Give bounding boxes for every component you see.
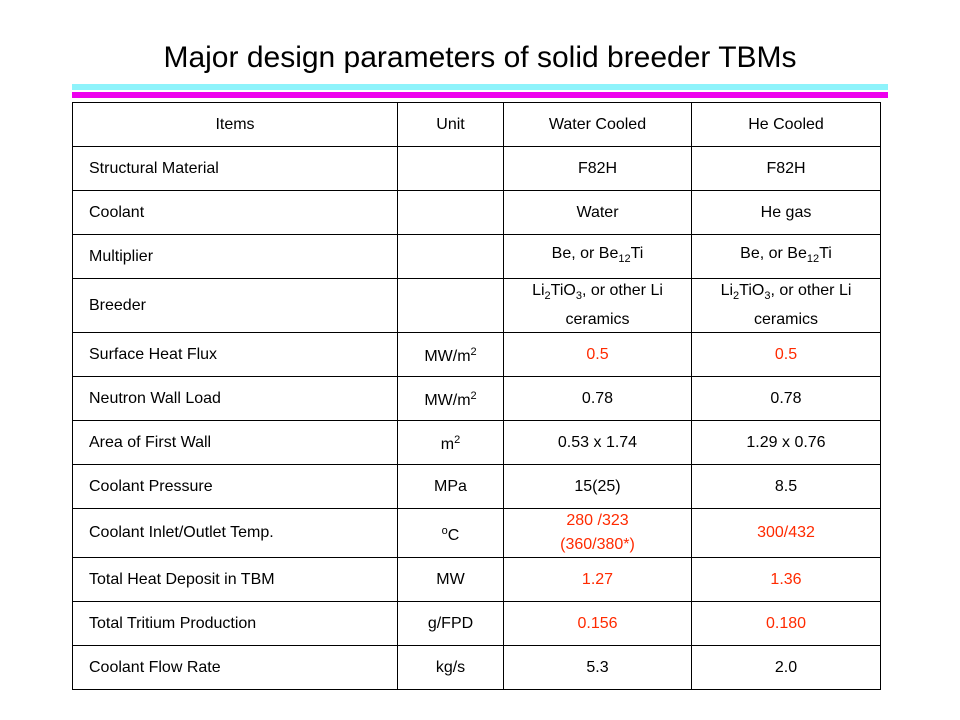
water-cooled-cell: 0.53 x 1.74	[504, 421, 692, 465]
item-cell: Area of First Wall	[73, 421, 398, 465]
water-cooled-cell: 0.156	[504, 602, 692, 646]
table-row	[73, 465, 881, 509]
he-cooled-cell: 0.5	[692, 333, 881, 377]
unit-cell: $MW/m^2$	[398, 333, 504, 377]
table-header-row	[73, 103, 881, 147]
item-cell: Breeder	[73, 279, 398, 333]
table-row	[73, 421, 881, 465]
unit-cell: $MW/m^2$	[398, 377, 504, 421]
table-row	[73, 646, 881, 690]
he-cooled-cell: 1.29 x 0.76	[692, 421, 881, 465]
water-cooled-cell: 0.5	[504, 333, 692, 377]
water-cooled-cell: Water	[504, 191, 692, 235]
table-row	[73, 147, 881, 191]
he-cooled-cell: 300/432	[692, 509, 881, 558]
water-cooled-cell: 0.78	[504, 377, 692, 421]
header-he-cooled: He Cooled	[692, 103, 881, 147]
he-cooled-cell: 1.36	[692, 558, 881, 602]
unit-cell: kg/s	[398, 646, 504, 690]
water-cooled-cell: 1.27	[504, 558, 692, 602]
he-cooled-cell: Be, or $Be_{12}Ti$	[692, 235, 881, 279]
he-cooled-cell: 0.180	[692, 602, 881, 646]
parameters-table	[72, 102, 881, 690]
water-cooled-cell: Be, or $Be_{12}Ti$	[504, 235, 692, 279]
unit-cell	[398, 279, 504, 333]
he-cooled-cell: 2.0	[692, 646, 881, 690]
table-row	[73, 191, 881, 235]
header-unit: Unit	[398, 103, 504, 147]
he-cooled-cell: $Li_2TiO_3$, or other Li ceramics	[692, 279, 881, 333]
table-row	[73, 279, 881, 333]
water-cooled-cell: 15(25)	[504, 465, 692, 509]
item-cell: Coolant Pressure	[73, 465, 398, 509]
water-cooled-cell: F82H	[504, 147, 692, 191]
item-cell: Multiplier	[73, 235, 398, 279]
water-cooled-cell: 5.3	[504, 646, 692, 690]
unit-cell: $m^2$	[398, 421, 504, 465]
table-row	[73, 509, 881, 558]
title-underline-magenta	[72, 92, 888, 98]
unit-cell: MW	[398, 558, 504, 602]
table-row	[73, 333, 881, 377]
header-water-cooled: Water Cooled	[504, 103, 692, 147]
unit-cell	[398, 235, 504, 279]
item-cell: Total Heat Deposit in TBM	[73, 558, 398, 602]
unit-cell: g/FPD	[398, 602, 504, 646]
he-cooled-cell: F82H	[692, 147, 881, 191]
table-row	[73, 377, 881, 421]
item-cell: Surface Heat Flux	[73, 333, 398, 377]
table-row	[73, 602, 881, 646]
item-cell: Structural Material	[73, 147, 398, 191]
table-row	[73, 558, 881, 602]
item-cell: Total Tritium Production	[73, 602, 398, 646]
item-cell: Coolant Flow Rate	[73, 646, 398, 690]
item-cell: Coolant	[73, 191, 398, 235]
item-cell: Coolant Inlet/Outlet Temp.	[73, 509, 398, 558]
unit-cell: $^o$C	[398, 509, 504, 558]
water-cooled-cell: $Li_2TiO_3$, or other Li ceramics	[504, 279, 692, 333]
header-items: Items	[73, 103, 398, 147]
title-underline-cyan	[72, 84, 888, 90]
water-cooled-cell: 280 /323 (360/380*)	[504, 509, 692, 558]
item-cell: Neutron Wall Load	[73, 377, 398, 421]
page-title: Major design parameters of solid breeder TBMs	[163, 41, 797, 74]
unit-cell	[398, 191, 504, 235]
unit-cell: MPa	[398, 465, 504, 509]
table-row	[73, 235, 881, 279]
he-cooled-cell: 8.5	[692, 465, 881, 509]
he-cooled-cell: 0.78	[692, 377, 881, 421]
he-cooled-cell: He gas	[692, 191, 881, 235]
unit-cell	[398, 147, 504, 191]
